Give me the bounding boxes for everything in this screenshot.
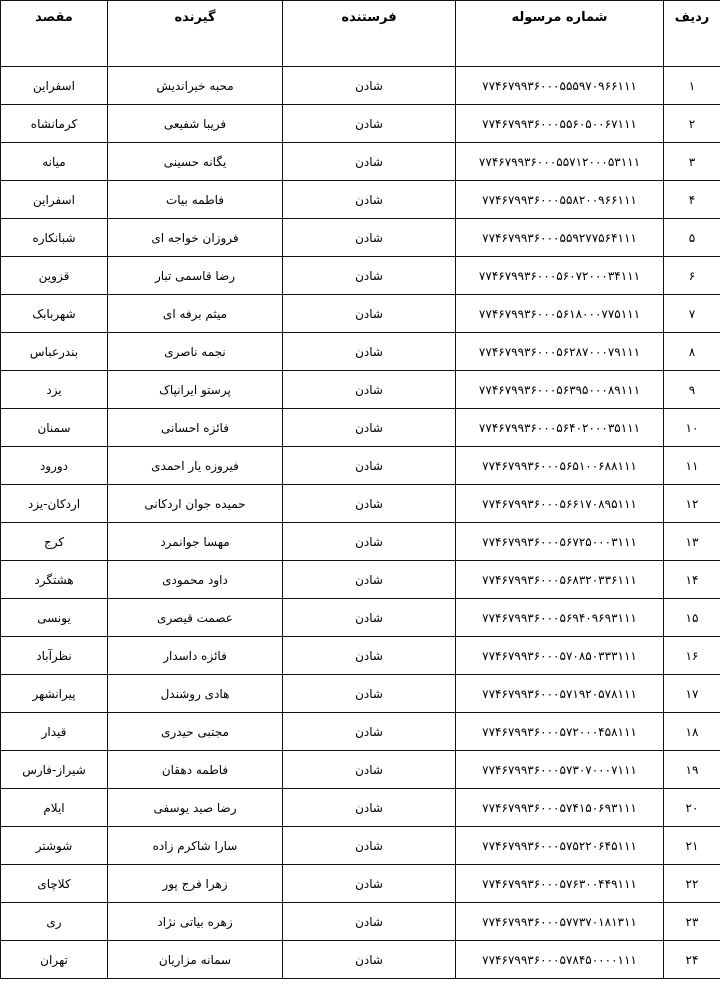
recipient-cell: فاطمه دهقان	[108, 751, 283, 789]
destination-cell: کرمانشاه	[1, 105, 108, 143]
recipient-cell: میثم برفه ای	[108, 295, 283, 333]
recipient-cell: سمانه مزاریان	[108, 941, 283, 979]
tracking-number-cell: ۷۷۴۶۷۹۹۳۶۰۰۰۵۶۷۲۵۰۰۰۳۱۱۱	[456, 523, 664, 561]
table-row	[1, 371, 720, 409]
row-number-cell: ۳	[664, 143, 720, 181]
header-row-number: ردیف	[664, 1, 720, 67]
destination-cell: کلاچای	[1, 865, 108, 903]
tracking-number-cell: ۷۷۴۶۷۹۹۳۶۰۰۰۵۵۷۱۲۰۰۰۵۳۱۱۱	[456, 143, 664, 181]
row-number-cell: ۹	[664, 371, 720, 409]
destination-cell: ایلام	[1, 789, 108, 827]
tracking-number-cell: ۷۷۴۶۷۹۹۳۶۰۰۰۵۶۱۸۰۰۰۷۷۵۱۱۱	[456, 295, 664, 333]
tracking-number-cell: ۷۷۴۶۷۹۹۳۶۰۰۰۵۵۵۹۷۰۹۶۶۱۱۱	[456, 67, 664, 105]
row-number-cell: ۸	[664, 333, 720, 371]
destination-cell: سمنان	[1, 409, 108, 447]
row-number-cell: ۲	[664, 105, 720, 143]
row-number-cell: ۲۴	[664, 941, 720, 979]
table-row	[1, 865, 720, 903]
sender-cell: شادن	[283, 181, 456, 219]
table-row	[1, 637, 720, 675]
recipient-cell: داود محمودی	[108, 561, 283, 599]
recipient-cell: مهسا جوانمرد	[108, 523, 283, 561]
row-number-cell: ۱	[664, 67, 720, 105]
sender-cell: شادن	[283, 789, 456, 827]
table-row	[1, 751, 720, 789]
tracking-number-cell: ۷۷۴۶۷۹۹۳۶۰۰۰۵۶۴۰۲۰۰۰۳۵۱۱۱	[456, 409, 664, 447]
destination-cell: یزد	[1, 371, 108, 409]
sender-cell: شادن	[283, 865, 456, 903]
destination-cell: میانه	[1, 143, 108, 181]
recipient-cell: محبه خیراندیش	[108, 67, 283, 105]
recipient-cell: مجتبی حیدری	[108, 713, 283, 751]
destination-cell: شیراز-فارس	[1, 751, 108, 789]
sender-cell: شادن	[283, 561, 456, 599]
recipient-cell: حمیده جوان اردکانی	[108, 485, 283, 523]
tracking-number-cell: ۷۷۴۶۷۹۹۳۶۰۰۰۵۷۷۳۷۰۱۸۱۳۱۱	[456, 903, 664, 941]
row-number-cell: ۱۷	[664, 675, 720, 713]
recipient-cell: زهرا فرج پور	[108, 865, 283, 903]
destination-cell: قزوین	[1, 257, 108, 295]
recipient-cell: فیروزه یار احمدی	[108, 447, 283, 485]
tracking-number-cell: ۷۷۴۶۷۹۹۳۶۰۰۰۵۶۵۱۰۰۶۸۸۱۱۱	[456, 447, 664, 485]
table-row	[1, 67, 720, 105]
table-header	[1, 1, 720, 67]
row-number-cell: ۲۳	[664, 903, 720, 941]
sender-cell: شادن	[283, 257, 456, 295]
table-row	[1, 105, 720, 143]
recipient-cell: فاطمه بیات	[108, 181, 283, 219]
row-number-cell: ۱۱	[664, 447, 720, 485]
destination-cell: کرج	[1, 523, 108, 561]
sender-cell: شادن	[283, 485, 456, 523]
destination-cell: ری	[1, 903, 108, 941]
table-row	[1, 143, 720, 181]
table-row	[1, 941, 720, 979]
recipient-cell: عصمت قیصری	[108, 599, 283, 637]
recipient-cell: پرستو ایرانپاک	[108, 371, 283, 409]
tracking-number-cell: ۷۷۴۶۷۹۹۳۶۰۰۰۵۷۱۹۲۰۵۷۸۱۱۱	[456, 675, 664, 713]
table-row	[1, 675, 720, 713]
row-number-cell: ۱۶	[664, 637, 720, 675]
sender-cell: شادن	[283, 295, 456, 333]
tracking-number-cell: ۷۷۴۶۷۹۹۳۶۰۰۰۵۶۹۴۰۹۶۹۳۱۱۱	[456, 599, 664, 637]
destination-cell: شهربابک	[1, 295, 108, 333]
sender-cell: شادن	[283, 371, 456, 409]
row-number-cell: ۱۰	[664, 409, 720, 447]
table-row	[1, 485, 720, 523]
row-number-cell: ۲۱	[664, 827, 720, 865]
sender-cell: شادن	[283, 219, 456, 257]
table-row	[1, 219, 720, 257]
tracking-number-cell: ۷۷۴۶۷۹۹۳۶۰۰۰۵۵۸۲۰۰۹۶۶۱۱۱	[456, 181, 664, 219]
row-number-cell: ۷	[664, 295, 720, 333]
recipient-cell: فریبا شفیعی	[108, 105, 283, 143]
row-number-cell: ۱۴	[664, 561, 720, 599]
table-body	[1, 67, 720, 979]
sender-cell: شادن	[283, 751, 456, 789]
header-tracking-number: شماره مرسوله	[456, 1, 664, 67]
sender-cell: شادن	[283, 333, 456, 371]
header-destination: مقصد	[1, 1, 108, 67]
tracking-number-cell: ۷۷۴۶۷۹۹۳۶۰۰۰۵۶۸۳۲۰۳۳۶۱۱۱	[456, 561, 664, 599]
destination-cell: شوشتر	[1, 827, 108, 865]
sender-cell: شادن	[283, 105, 456, 143]
sender-cell: شادن	[283, 447, 456, 485]
header-row	[1, 1, 720, 67]
tracking-number-cell: ۷۷۴۶۷۹۹۳۶۰۰۰۵۶۶۱۷۰۸۹۵۱۱۱	[456, 485, 664, 523]
table-row	[1, 789, 720, 827]
row-number-cell: ۱۸	[664, 713, 720, 751]
table-row	[1, 903, 720, 941]
destination-cell: دورود	[1, 447, 108, 485]
tracking-number-cell: ۷۷۴۶۷۹۹۳۶۰۰۰۵۷۶۳۰۰۴۴۹۱۱۱	[456, 865, 664, 903]
sender-cell: شادن	[283, 637, 456, 675]
sender-cell: شادن	[283, 941, 456, 979]
table-row	[1, 827, 720, 865]
tracking-number-cell: ۷۷۴۶۷۹۹۳۶۰۰۰۵۵۶۰۵۰۰۶۷۱۱۱	[456, 105, 664, 143]
sender-cell: شادن	[283, 599, 456, 637]
table-row	[1, 713, 720, 751]
table-row	[1, 295, 720, 333]
tracking-number-cell: ۷۷۴۶۷۹۹۳۶۰۰۰۵۷۲۰۰۰۴۵۸۱۱۱	[456, 713, 664, 751]
row-number-cell: ۱۹	[664, 751, 720, 789]
sender-cell: شادن	[283, 903, 456, 941]
table-row	[1, 447, 720, 485]
recipient-cell: سارا شاکرم زاده	[108, 827, 283, 865]
destination-cell: تهران	[1, 941, 108, 979]
sender-cell: شادن	[283, 713, 456, 751]
table-row	[1, 561, 720, 599]
table-row	[1, 333, 720, 371]
destination-cell: نظرآباد	[1, 637, 108, 675]
table-row	[1, 181, 720, 219]
recipient-cell: زهره بیاتی نژاد	[108, 903, 283, 941]
tracking-number-cell: ۷۷۴۶۷۹۹۳۶۰۰۰۵۶۰۷۲۰۰۰۳۴۱۱۱	[456, 257, 664, 295]
destination-cell: شبانکاره	[1, 219, 108, 257]
row-number-cell: ۴	[664, 181, 720, 219]
tracking-number-cell: ۷۷۴۶۷۹۹۳۶۰۰۰۵۶۲۸۷۰۰۰۷۹۱۱۱	[456, 333, 664, 371]
tracking-number-cell: ۷۷۴۶۷۹۹۳۶۰۰۰۵۷۴۱۵۰۶۹۳۱۱۱	[456, 789, 664, 827]
row-number-cell: ۵	[664, 219, 720, 257]
tracking-number-cell: ۷۷۴۶۷۹۹۳۶۰۰۰۵۷۵۲۲۰۶۴۵۱۱۱	[456, 827, 664, 865]
tracking-number-cell: ۷۷۴۶۷۹۹۳۶۰۰۰۵۷۸۴۵۰۰۰۰۱۱۱	[456, 941, 664, 979]
table-row	[1, 523, 720, 561]
tracking-number-cell: ۷۷۴۶۷۹۹۳۶۰۰۰۵۵۹۲۷۷۵۶۴۱۱۱	[456, 219, 664, 257]
row-number-cell: ۱۲	[664, 485, 720, 523]
table-row	[1, 257, 720, 295]
destination-cell: یونسی	[1, 599, 108, 637]
row-number-cell: ۲۲	[664, 865, 720, 903]
recipient-cell: فائزه احسانی	[108, 409, 283, 447]
sender-cell: شادن	[283, 675, 456, 713]
header-sender: فرستنده	[283, 1, 456, 67]
row-number-cell: ۱۳	[664, 523, 720, 561]
row-number-cell: ۲۰	[664, 789, 720, 827]
sender-cell: شادن	[283, 409, 456, 447]
tracking-number-cell: ۷۷۴۶۷۹۹۳۶۰۰۰۵۷۳۰۷۰۰۰۷۱۱۱	[456, 751, 664, 789]
tracking-number-cell: ۷۷۴۶۷۹۹۳۶۰۰۰۵۶۳۹۵۰۰۰۸۹۱۱۱	[456, 371, 664, 409]
destination-cell: اسفراین	[1, 181, 108, 219]
row-number-cell: ۱۵	[664, 599, 720, 637]
recipient-cell: یگانه حسینی	[108, 143, 283, 181]
sender-cell: شادن	[283, 67, 456, 105]
sender-cell: شادن	[283, 827, 456, 865]
sender-cell: شادن	[283, 143, 456, 181]
destination-cell: قیدار	[1, 713, 108, 751]
table-row	[1, 409, 720, 447]
destination-cell: هشتگرد	[1, 561, 108, 599]
tracking-number-cell: ۷۷۴۶۷۹۹۳۶۰۰۰۵۷۰۸۵۰۳۳۳۱۱۱	[456, 637, 664, 675]
header-recipient: گیرنده	[108, 1, 283, 67]
recipient-cell: فائزه داسدار	[108, 637, 283, 675]
sender-cell: شادن	[283, 523, 456, 561]
recipient-cell: نجمه ناصری	[108, 333, 283, 371]
destination-cell: اردکان-یزد	[1, 485, 108, 523]
recipient-cell: رضا صید یوسفی	[108, 789, 283, 827]
recipient-cell: فروزان خواجه ای	[108, 219, 283, 257]
table-row	[1, 599, 720, 637]
recipient-cell: رضا قاسمی تبار	[108, 257, 283, 295]
destination-cell: بندرعباس	[1, 333, 108, 371]
recipient-cell: هادی روشندل	[108, 675, 283, 713]
row-number-cell: ۶	[664, 257, 720, 295]
destination-cell: اسفراین	[1, 67, 108, 105]
destination-cell: پیرانشهر	[1, 675, 108, 713]
